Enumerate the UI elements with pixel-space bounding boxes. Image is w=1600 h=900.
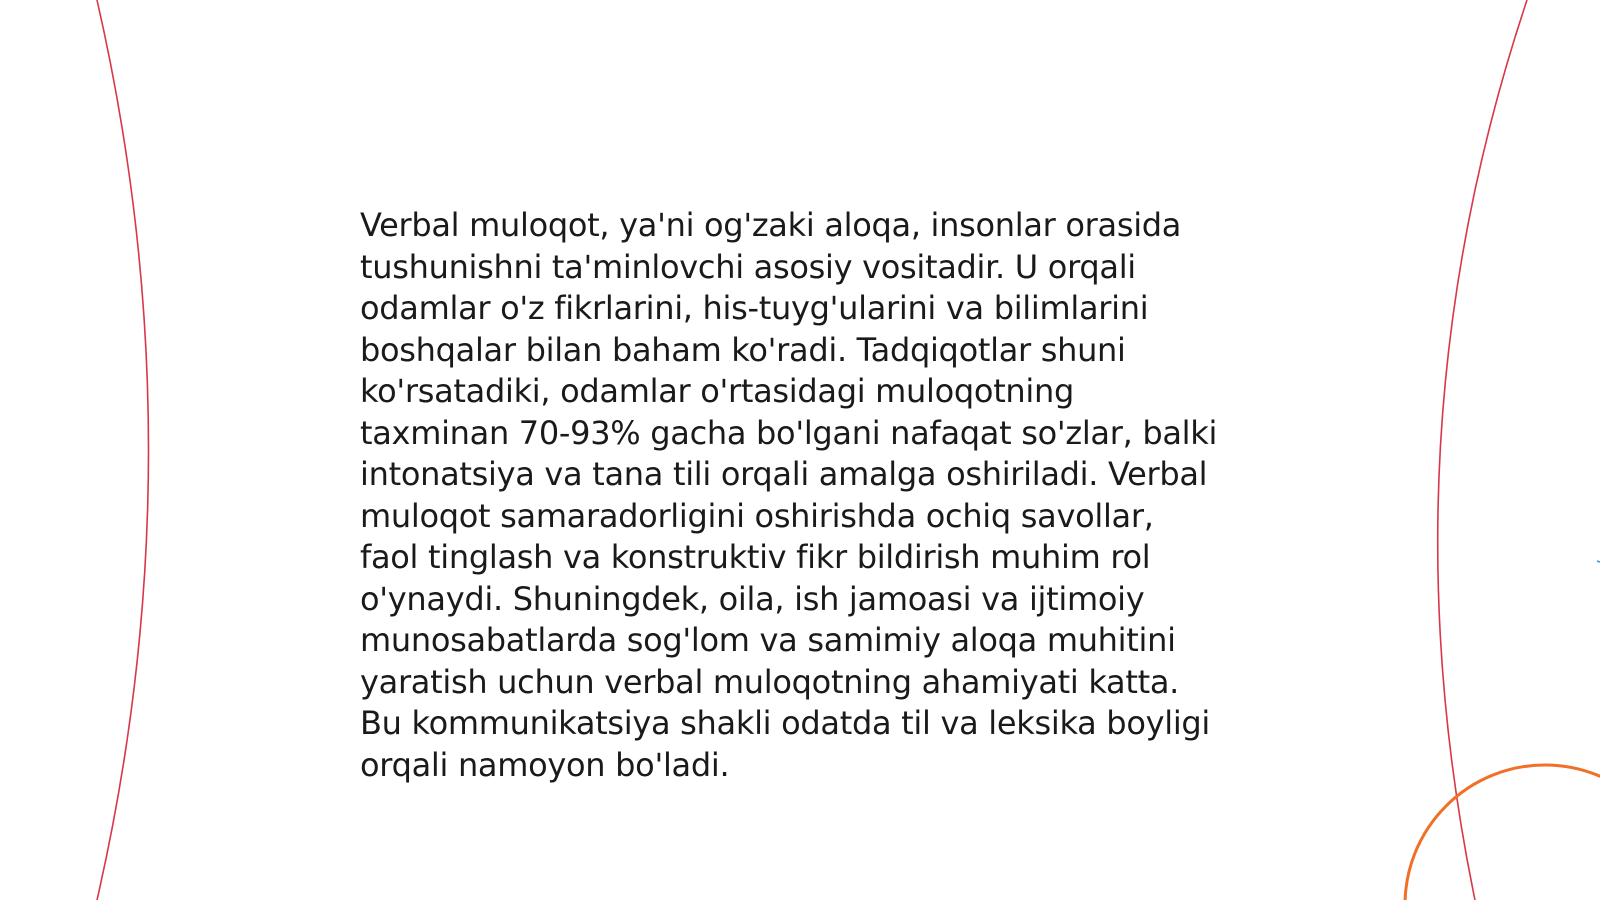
orange-circle-arc <box>1405 765 1600 900</box>
right-curve <box>1438 0 1527 900</box>
body-paragraph: Verbal muloqot, ya'ni og'zaki aloqa, insonlar orasida tushunishni ta'minlovchi asosiy vositadir. U orqali odamlar o'z fikrlarini, his-tuyg'ularini va bilimlarini boshqalar bilan baham ko'radi. Tadqiqotlar shuni ko'rsatadiki, odamlar o'rtasidagi muloqotning taxminan 70-93% gacha bo'lgani nafaqat so'zlar, balki intonatsiya va tana tili orqali amalga oshiriladi. Verbal muloqot samaradorligini oshirishda ochiq savollar, faol tinglash va konstruktiv fikr bildirish muhim rol o'ynaydi. Shuningdek, oila, ish jamoasi va ijtimoiy munosabatlarda sog'lom va samimiy aloqa muhitini yaratish uchun verbal muloqotning ahamiyati katta. Bu kommunikatsiya shakli odatda til va leksika boyligi orqali namoyon bo'ladi. <box>360 206 1218 784</box>
left-curve <box>97 0 149 900</box>
